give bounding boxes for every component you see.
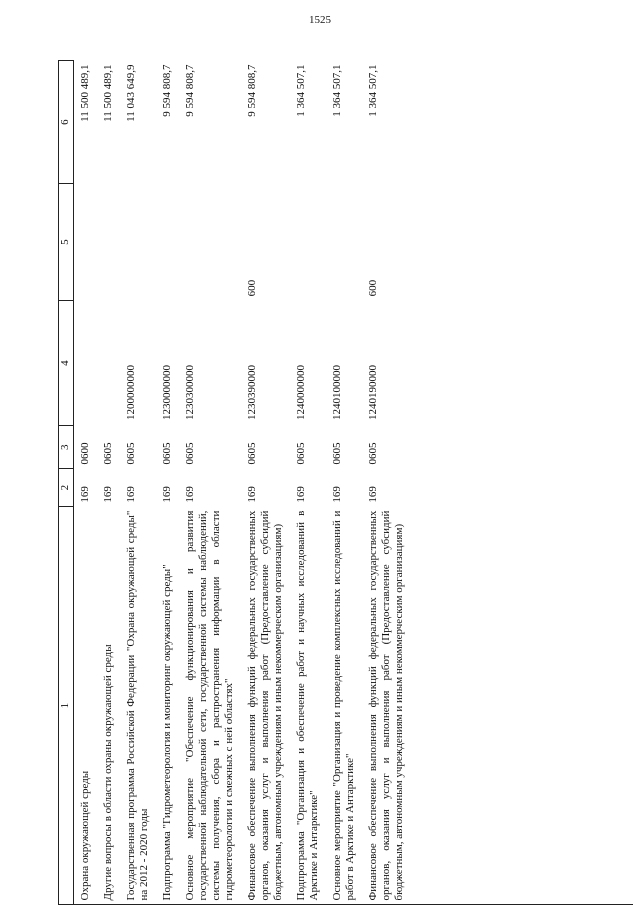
row-name: Другие вопросы в области охраны окружающей среды	[102, 644, 114, 901]
row-col6: 1 364 507,1	[367, 64, 379, 117]
row-col2: 169	[246, 486, 258, 503]
row-name: Основное мероприятие "Обеспечение функционирования и развития государственной наблюдательной сети, государственной системы наблюдений, системы получения, сбора и распространения информации в области гидрометеорологии и смежных с ней областях"	[184, 510, 235, 901]
row-col4	[74, 300, 98, 426]
row-col3: 0605	[246, 442, 258, 465]
row-name: Финансовое обеспечение выполнения функций федеральных государственных органов, оказания услуг и выполнения работ (Предоставление субсидий бюджетным, автономным учреждениям и иным некоммерческим организациям)	[367, 510, 405, 901]
row-col5	[156, 184, 179, 301]
row-name: Подпрограмма "Гидрометеорология и мониторинг окружающей среды"	[161, 564, 173, 901]
row-col5	[179, 184, 241, 301]
table-body	[74, 61, 412, 905]
row-col6: 9 594 808,7	[184, 64, 196, 117]
row-col4	[97, 300, 120, 426]
table-row	[156, 61, 179, 905]
header-row	[59, 61, 74, 905]
row-name: Государственная программа Российской Федерации "Охрана окружающей среды" на 2012 - 2020 годы	[125, 510, 150, 901]
row-col3: 0605	[184, 442, 196, 465]
row-col3: 0605	[125, 442, 137, 465]
row-col4: 1240190000	[367, 364, 379, 420]
row-col6: 1 364 507,1	[331, 64, 343, 117]
row-col2: 169	[184, 486, 196, 503]
row-col2: 169	[79, 486, 91, 503]
row-col6: 11 500 489,1	[102, 64, 114, 122]
row-col4: 1200000000	[125, 364, 137, 420]
row-col2: 169	[295, 486, 307, 503]
row-col6: 9 594 808,7	[161, 64, 173, 117]
landscape-content	[58, 60, 633, 905]
budget-table	[58, 60, 411, 905]
row-col4: 1240000000	[295, 364, 307, 420]
row-col4: 1230300000	[184, 364, 196, 420]
row-col5	[326, 184, 362, 301]
row-col4: 1230000000	[161, 364, 173, 420]
table-row	[241, 61, 290, 905]
row-col2: 169	[367, 486, 379, 503]
table-row	[326, 61, 362, 905]
row-col5	[290, 184, 326, 301]
row-col5	[74, 184, 98, 301]
table-row	[97, 61, 120, 905]
row-col2: 169	[161, 486, 173, 503]
row-col5: 600	[367, 279, 379, 297]
row-col3: 0605	[331, 442, 343, 465]
row-col3: 0605	[102, 442, 114, 465]
row-col3: 0605	[367, 442, 379, 465]
row-col5: 600	[246, 279, 258, 297]
row-name: Финансовое обеспечение выполнения функций федеральных государственных органов, оказания услуг и выполнения работ (Предоставление субсидий бюджетным, автономным учреждениям и иным некоммерческим организациям)	[246, 510, 284, 901]
row-col6: 11 500 489,1	[79, 64, 91, 122]
header-col-2: 2	[59, 469, 74, 507]
header-col-3: 3	[59, 426, 74, 469]
row-name: Охрана окружающей среды	[79, 770, 91, 901]
row-col2: 169	[125, 486, 137, 503]
header-col-5: 5	[59, 184, 74, 301]
page-number: 1525	[309, 14, 331, 26]
rotated-table-area	[58, 60, 640, 901]
header-col-1: 1	[59, 507, 74, 905]
table-row	[74, 61, 98, 905]
header-col-4: 4	[59, 300, 74, 426]
row-col3: 0600	[79, 442, 91, 465]
row-col6: 9 594 808,7	[246, 64, 258, 117]
row-name: Подпрограмма "Организация и обеспечение работ и научных исследований в Арктике и Антарктике"	[295, 510, 320, 901]
header-col-6: 6	[59, 61, 74, 184]
table-row	[290, 61, 326, 905]
row-col4: 1230390000	[246, 364, 258, 420]
table-row	[120, 61, 156, 905]
row-col2: 169	[331, 486, 343, 503]
row-col3: 0605	[161, 442, 173, 465]
table-row	[362, 61, 411, 905]
row-col6: 1 364 507,1	[295, 64, 307, 117]
row-col5	[97, 184, 120, 301]
row-col4: 1240100000	[331, 364, 343, 420]
row-col6: 11 043 649,9	[125, 64, 137, 122]
row-col2: 169	[102, 486, 114, 503]
row-name: Основное мероприятие "Организация и проведение комплексных исследований и работ в Арктике и Антарктике"	[331, 510, 356, 901]
row-col3: 0605	[295, 442, 307, 465]
table-row	[179, 61, 241, 905]
row-col5	[120, 184, 156, 301]
